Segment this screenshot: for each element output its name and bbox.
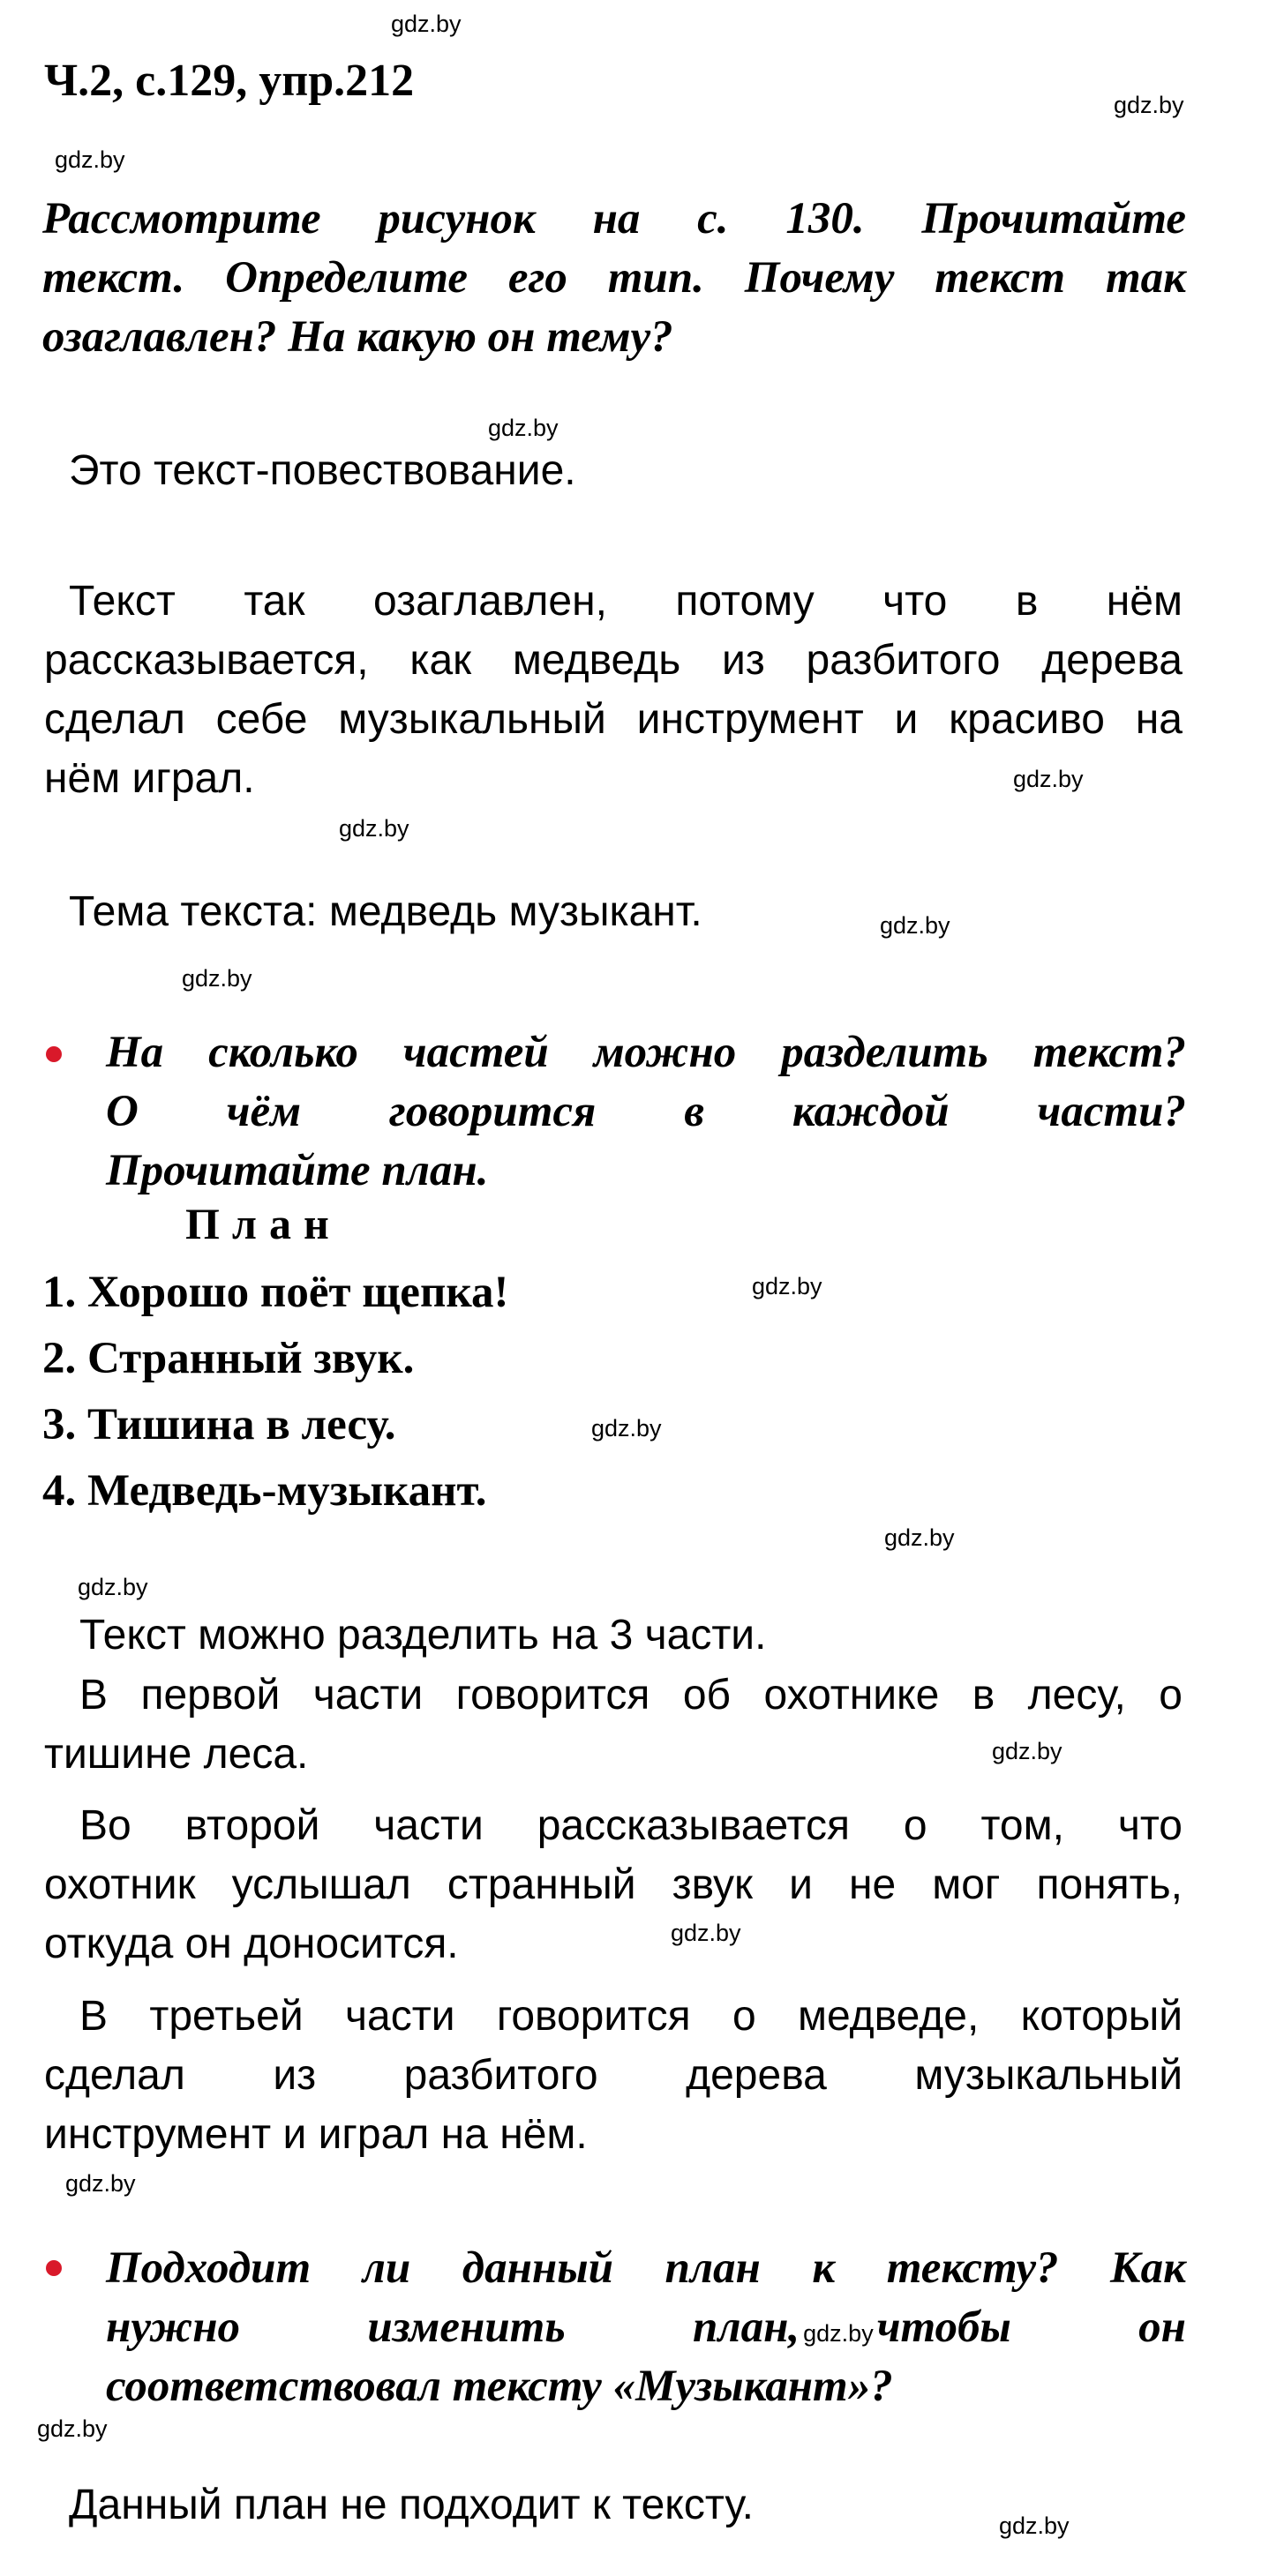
- watermark: gdz.by: [339, 815, 409, 842]
- answer-line: Во второй части рассказывается о том, что: [79, 1802, 1183, 1849]
- answer-title-reason: [44, 572, 1183, 808]
- plan-item: 1. Хорошо поёт щепка!: [42, 1268, 509, 1317]
- answer-line: Тема текста: медведь музыкант.: [69, 888, 702, 935]
- answer-line: откуда он доносится.: [44, 1921, 459, 1967]
- question-line: Прочитайте план.: [106, 1146, 489, 1195]
- watermark: gdz.by: [65, 2170, 136, 2197]
- answer-part-1: [44, 1666, 1183, 1784]
- question-line: озаглавлен? На какую он тему?: [42, 312, 673, 362]
- question-line: Подходит ли данный план к тексту? Как: [106, 2243, 1186, 2293]
- answer-line: нём играл.: [44, 755, 255, 802]
- answer-line: Данный план не подходит к тексту.: [69, 2482, 754, 2528]
- question-line: [106, 2298, 1186, 2357]
- question-line: Рассмотрите рисунок на с. 130. Прочитайте: [42, 194, 1186, 243]
- answer-line: сделал из разбитого дерева музыкальный: [44, 2052, 1183, 2099]
- answer-line: Текст так озаглавлен, потому что в нём: [69, 578, 1183, 625]
- plan-item: 2. Странный звук.: [42, 1334, 415, 1383]
- answer-parts-count: [79, 1606, 1218, 1665]
- watermark: gdz.by: [884, 1524, 955, 1551]
- question-fragment: чтобы он: [876, 2303, 1187, 2352]
- watermark: gdz.by: [37, 2415, 108, 2442]
- watermark: gdz.by: [992, 1738, 1063, 1764]
- answer-line: инструмент и играл на нём.: [44, 2111, 588, 2158]
- watermark: gdz.by: [182, 965, 252, 992]
- answer-line: рассказывается, как медведь из разбитого дерева: [44, 637, 1183, 684]
- question-3: [106, 2239, 1186, 2416]
- watermark: gdz.by: [803, 2320, 874, 2347]
- answer-line: охотник услышал странный звук и не мог понять,: [44, 1861, 1183, 1908]
- bullet-icon: [46, 1046, 62, 1062]
- watermark: gdz.by: [1114, 92, 1184, 118]
- question-1: [42, 190, 1186, 367]
- watermark: gdz.by: [488, 415, 559, 441]
- watermark: gdz.by: [78, 1574, 148, 1600]
- watermark: gdz.by: [752, 1273, 822, 1299]
- watermark: gdz.by: [1013, 766, 1084, 792]
- question-line: На сколько частей можно разделить текст?: [106, 1028, 1186, 1077]
- answer-line: В первой части говорится об охотнике в лесу, о: [79, 1672, 1183, 1719]
- question-line: соответствовал тексту «Музыкант»?: [106, 2362, 893, 2411]
- answer-line: В третьей части говорится о медведе, который: [79, 1993, 1183, 2040]
- question-2: [106, 1023, 1186, 1201]
- page-title: Ч.2, с.129, упр.212: [44, 56, 415, 106]
- answer-topic: [69, 882, 1207, 941]
- plan-item: 4. Медведь-музыкант.: [42, 1466, 487, 1516]
- question-fragment: нужно изменить план,: [106, 2303, 800, 2352]
- answer-part-3: [44, 1987, 1183, 2164]
- plan-heading: План: [185, 1199, 342, 1248]
- watermark: gdz.by: [999, 2512, 1070, 2539]
- watermark: gdz.by: [671, 1920, 741, 1946]
- bullet-icon: [46, 2260, 62, 2276]
- answer-plan-fit: [69, 2475, 1207, 2535]
- answer-text-type: [69, 441, 1207, 500]
- watermark: gdz.by: [391, 11, 462, 37]
- answer-line: сделал себе музыкальный инструмент и красиво на: [44, 696, 1183, 743]
- answer-line: Текст можно разделить на 3 части.: [79, 1612, 767, 1659]
- question-line: текст. Определите его тип. Почему текст так: [42, 253, 1186, 303]
- watermark: gdz.by: [591, 1415, 662, 1442]
- plan-item: 3. Тишина в лесу.: [42, 1400, 396, 1449]
- watermark: gdz.by: [55, 146, 125, 173]
- watermark: gdz.by: [880, 912, 950, 939]
- answer-line: тишине леса.: [44, 1731, 309, 1778]
- answer-line: Это текст-повествование.: [69, 447, 576, 494]
- question-line: О чём говорится в каждой части?: [106, 1087, 1186, 1136]
- answer-part-2: [44, 1796, 1183, 1973]
